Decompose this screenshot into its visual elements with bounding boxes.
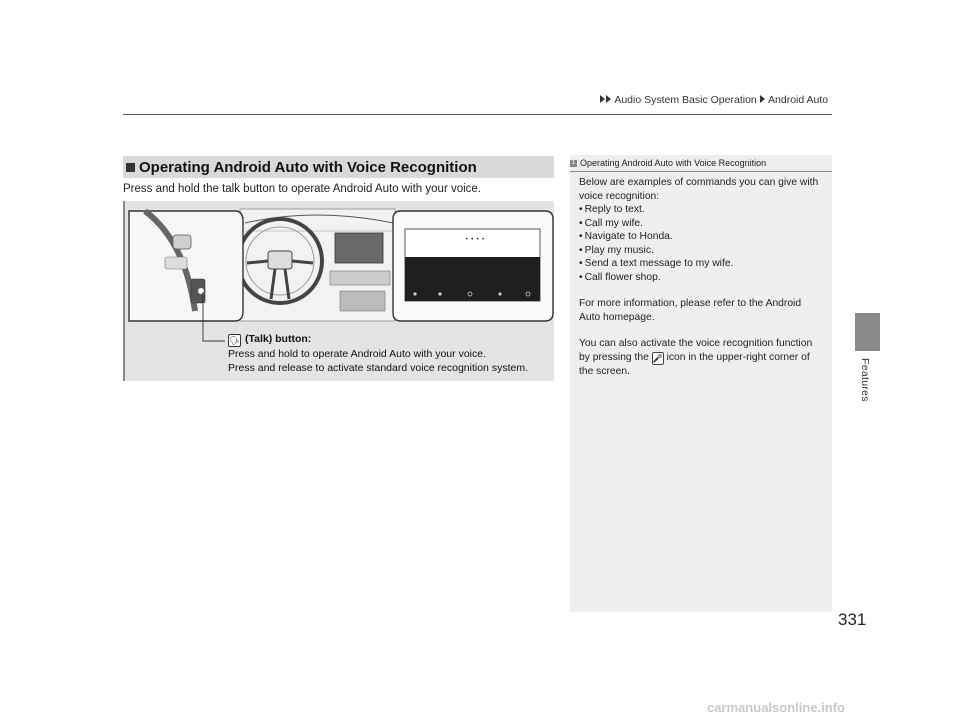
note-also-1: You can also activate the voice recognition function: [579, 338, 813, 349]
talk-button-callout: [228, 332, 528, 375]
list-item: • Navigate to Honda.: [579, 230, 832, 244]
talk-button-icon: 🗣: [229, 336, 240, 345]
steering-wheel-illustration: [123, 201, 554, 381]
section-title: Operating Android Auto with Voice Recognition: [139, 158, 477, 176]
breadcrumb-arrow-icon: [606, 95, 611, 103]
note-lead-2: voice recognition:: [579, 190, 660, 202]
watermark: carmanualsonline.info: [707, 700, 845, 715]
microphone-icon: 🎤: [652, 353, 663, 363]
breadcrumb: [600, 94, 828, 106]
note-also-2a: by pressing the: [579, 351, 649, 363]
note-more-2: Auto homepage.: [579, 311, 655, 323]
note-more-1: For more information, please refer to the Android: [579, 298, 802, 309]
callout-line-1: Press and hold to operate Android Auto with your voice.: [228, 348, 486, 360]
note-lead-1: Below are examples of commands you can give with: [579, 177, 819, 188]
list-item: • Play my music.: [579, 244, 832, 258]
header-rule: [123, 114, 832, 115]
note-also-2b: icon in the upper-right corner of: [666, 351, 810, 363]
note-number: 1: [571, 159, 576, 166]
list-item: • Call my wife.: [579, 217, 832, 231]
breadcrumb-part1[interactable]: Audio System Basic Operation: [614, 94, 757, 106]
note-heading: [570, 158, 832, 168]
note-also-2: [579, 351, 832, 365]
chapter-tab[interactable]: [855, 313, 880, 351]
note-title: Operating Android Auto with Voice Recognition: [580, 158, 767, 168]
talk-button-label: (Talk) button:: [245, 333, 312, 345]
note-also-3: the screen.: [579, 365, 630, 377]
breadcrumb-arrow-icon: [600, 95, 605, 103]
callout-line-2: Press and release to activate standard voice recognition system.: [228, 362, 528, 374]
svg-text:• • • •: • • • •: [465, 236, 485, 243]
breadcrumb-arrow-icon: [760, 95, 765, 103]
command-list: [579, 203, 832, 284]
chapter-label[interactable]: Features: [859, 358, 871, 402]
section-square-icon: [126, 163, 135, 172]
list-item: • Reply to text.: [579, 203, 832, 217]
section-intro: Press and hold the talk button to operate Android Auto with your voice.: [123, 183, 482, 195]
breadcrumb-part2[interactable]: Android Auto: [768, 94, 829, 106]
section-heading: [123, 156, 554, 178]
list-item: • Call flower shop.: [579, 271, 832, 285]
note-body: [570, 172, 832, 378]
side-note: [570, 155, 832, 612]
page-number: 331: [838, 610, 867, 629]
list-item: • Send a text message to my wife.: [579, 257, 832, 271]
